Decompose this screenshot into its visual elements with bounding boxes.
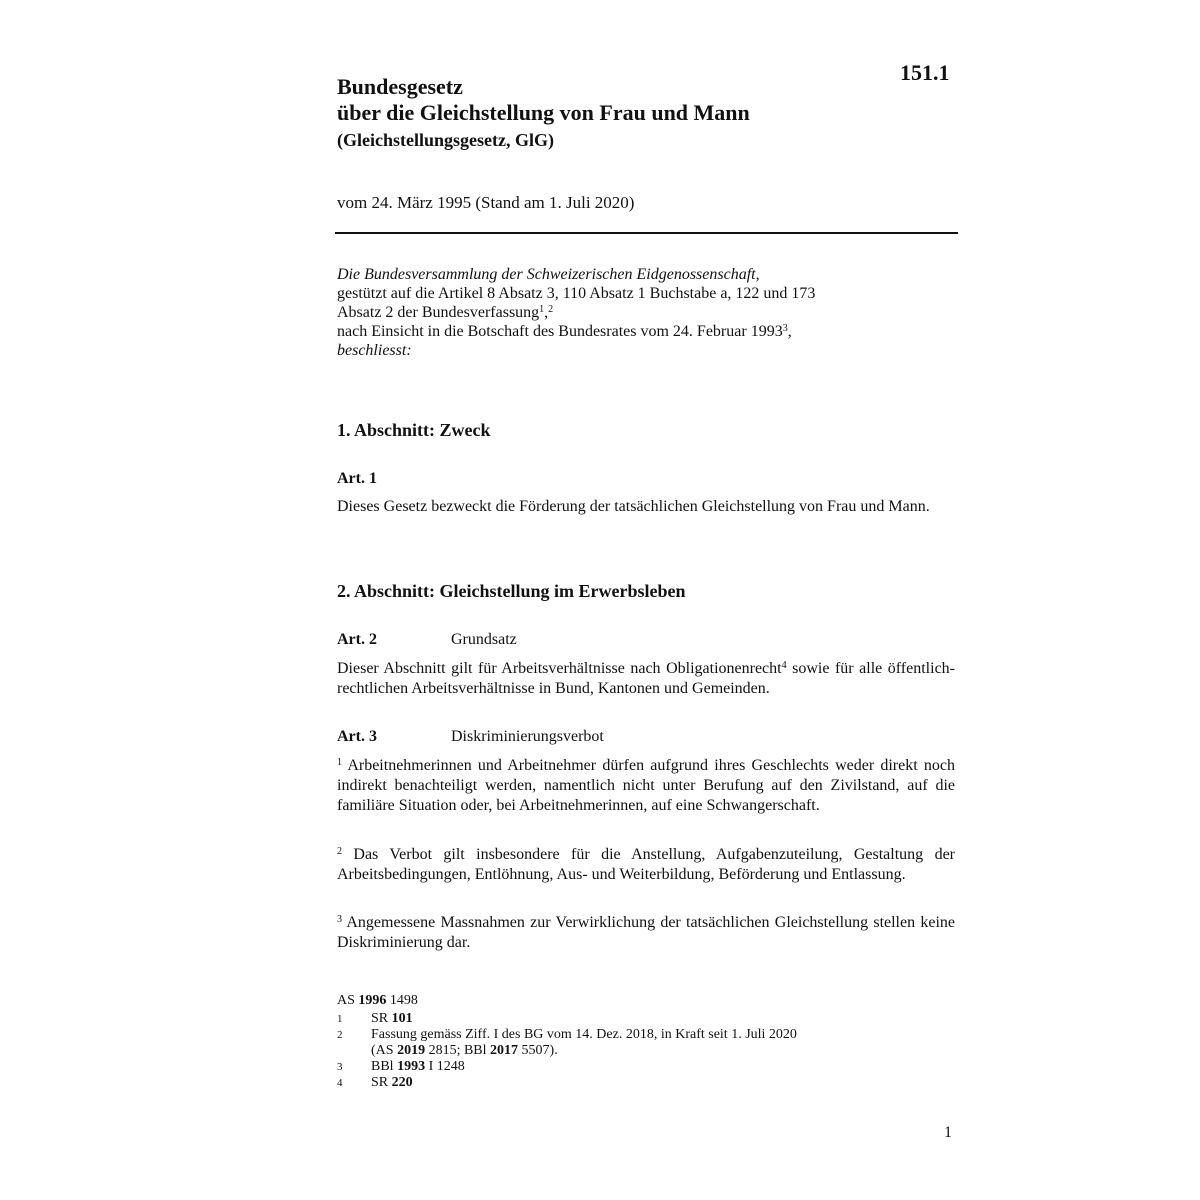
art-3-para-2 [337, 845, 955, 885]
art-1-number: Art. 1 [337, 470, 377, 487]
preamble-line-4 [337, 322, 815, 341]
footnotes [337, 993, 797, 1091]
fn-bold: 2017 [490, 1043, 519, 1058]
law-date: vom 24. März 1995 (Stand am 1. Juli 2020) [337, 193, 635, 212]
fn-part: 2815; BBl [425, 1043, 491, 1058]
footnote-text [371, 1011, 413, 1027]
footnote-number: 1 [337, 1013, 343, 1025]
fn-pre: BBl [371, 1059, 398, 1074]
fn-bold: 220 [391, 1075, 413, 1090]
page-number: 1 [944, 1124, 952, 1141]
footnote-text [371, 1075, 413, 1091]
fn-line-1: Fassung gemäss Ziff. I des BG vom 14. Dez. 2018, in Kraft seit 1. Juli 2020 [371, 1027, 797, 1042]
art-3-para-1 [337, 756, 955, 816]
art-2-number: Art. 2 [337, 631, 377, 648]
fn-bold: 1993 [397, 1059, 426, 1074]
para-number: 3 [337, 914, 342, 925]
preamble-line-3-text: Absatz 2 der Bundesverfassung [337, 304, 540, 321]
fn-part: (AS [371, 1043, 398, 1058]
art-3-para-3 [337, 913, 955, 953]
footnote-ref-1[interactable]: 1 [539, 304, 545, 315]
art-2-text [337, 659, 955, 699]
fn-bold: 2019 [397, 1043, 426, 1058]
art-3-title: Diskriminierungsverbot [451, 728, 604, 745]
art-2-text-a: Dieser Abschnitt gilt für Arbeitsverhältnisse nach Obligationenrecht [337, 660, 782, 677]
art-2-text-b: sowie für alle öffentlich-rechtlichen Arbeitsverhältnisse in Bund, Kantonen und Gemeinden. [337, 660, 955, 697]
preamble-line-1: Die Bundesversammlung der Schweizerischen Eidgenossenschaft, [337, 266, 760, 283]
header-divider [335, 232, 958, 234]
footnote-4 [337, 1075, 797, 1091]
footnote-ref-4[interactable]: 4 [781, 660, 787, 671]
footnote-ref-3[interactable]: 3 [782, 323, 788, 334]
preamble-line-4-text: nach Einsicht in die Botschaft des Bundesrates vom 24. Februar 1993 [337, 323, 783, 340]
art-1-text: Dieses Gesetz bezweckt die Förderung der tatsächlichen Gleichstellung von Frau und Mann. [337, 498, 930, 515]
fn-pre: SR [371, 1075, 392, 1090]
para-number: 1 [337, 757, 342, 768]
footnote-ref-2[interactable]: 2 [548, 304, 554, 315]
footnote-2 [337, 1027, 797, 1059]
law-short-title: (Gleichstellungsgesetz, GlG) [337, 130, 554, 150]
fn-bold: 101 [391, 1011, 413, 1026]
section-2-title: 2. Abschnitt: Gleichstellung im Erwerbsleben [337, 581, 686, 601]
fn-post: I 1248 [425, 1059, 465, 1074]
preamble-line-5: beschliesst: [337, 342, 412, 359]
preamble-separator: , [544, 304, 549, 321]
para-text: Das Verbot gilt insbesondere für die Anstellung, Aufgabenzuteilung, Gestaltung der Arbeitsbedingungen, Entlöhnung, Aus- und Weiterbildung, Beförderung und Entlassung. [337, 846, 955, 883]
as-page: 1498 [386, 993, 418, 1008]
para-text: Angemessene Massnahmen zur Verwirklichung der tatsächlichen Gleichstellung stellen keine Diskriminierung dar. [337, 914, 955, 951]
art-2-title: Grundsatz [451, 631, 517, 648]
preamble-line-4-end: , [787, 323, 792, 340]
section-1-title: 1. Abschnitt: Zweck [337, 420, 491, 440]
footnote-3 [337, 1059, 797, 1075]
law-title-line2: über die Gleichstellung von Frau und Mann [337, 100, 750, 125]
preamble-line-2: gestützt auf die Artikel 8 Absatz 3, 110 Absatz 1 Buchstabe a, 122 und 173 [337, 285, 816, 302]
footnote-number: 2 [337, 1029, 343, 1041]
footnote-number: 4 [337, 1077, 343, 1089]
footnote-text [371, 1027, 797, 1059]
art-2-heading [337, 631, 517, 649]
fn-pre: SR [371, 1011, 392, 1026]
para-text: Arbeitnehmerinnen und Arbeitnehmer dürfen aufgrund ihres Geschlechts weder direkt noch indirekt benachteiligt werden, namentlich nicht unter Berufung auf den Zivilstand, auf die familiäre Situation oder, bei Arbeitnehmerinnen, auf eine Schwangerschaft. [337, 757, 955, 814]
art-3-number: Art. 3 [337, 728, 377, 745]
footnote-1 [337, 1011, 797, 1027]
footnote-text [371, 1059, 465, 1075]
as-prefix: AS [337, 993, 359, 1008]
art-1-heading [337, 470, 451, 488]
footnote-as [337, 993, 797, 1009]
as-year: 1996 [358, 993, 387, 1008]
fn-part: 5507). [518, 1043, 558, 1058]
footnote-number: 3 [337, 1061, 343, 1073]
law-title-line1: Bundesgesetz [337, 74, 463, 99]
art-3-heading [337, 728, 604, 746]
para-number: 2 [337, 846, 342, 857]
fn-line-2 [371, 1043, 797, 1059]
preamble [337, 265, 815, 360]
sr-number: 151.1 [900, 60, 950, 85]
preamble-line-3 [337, 303, 815, 322]
law-title [337, 74, 750, 126]
